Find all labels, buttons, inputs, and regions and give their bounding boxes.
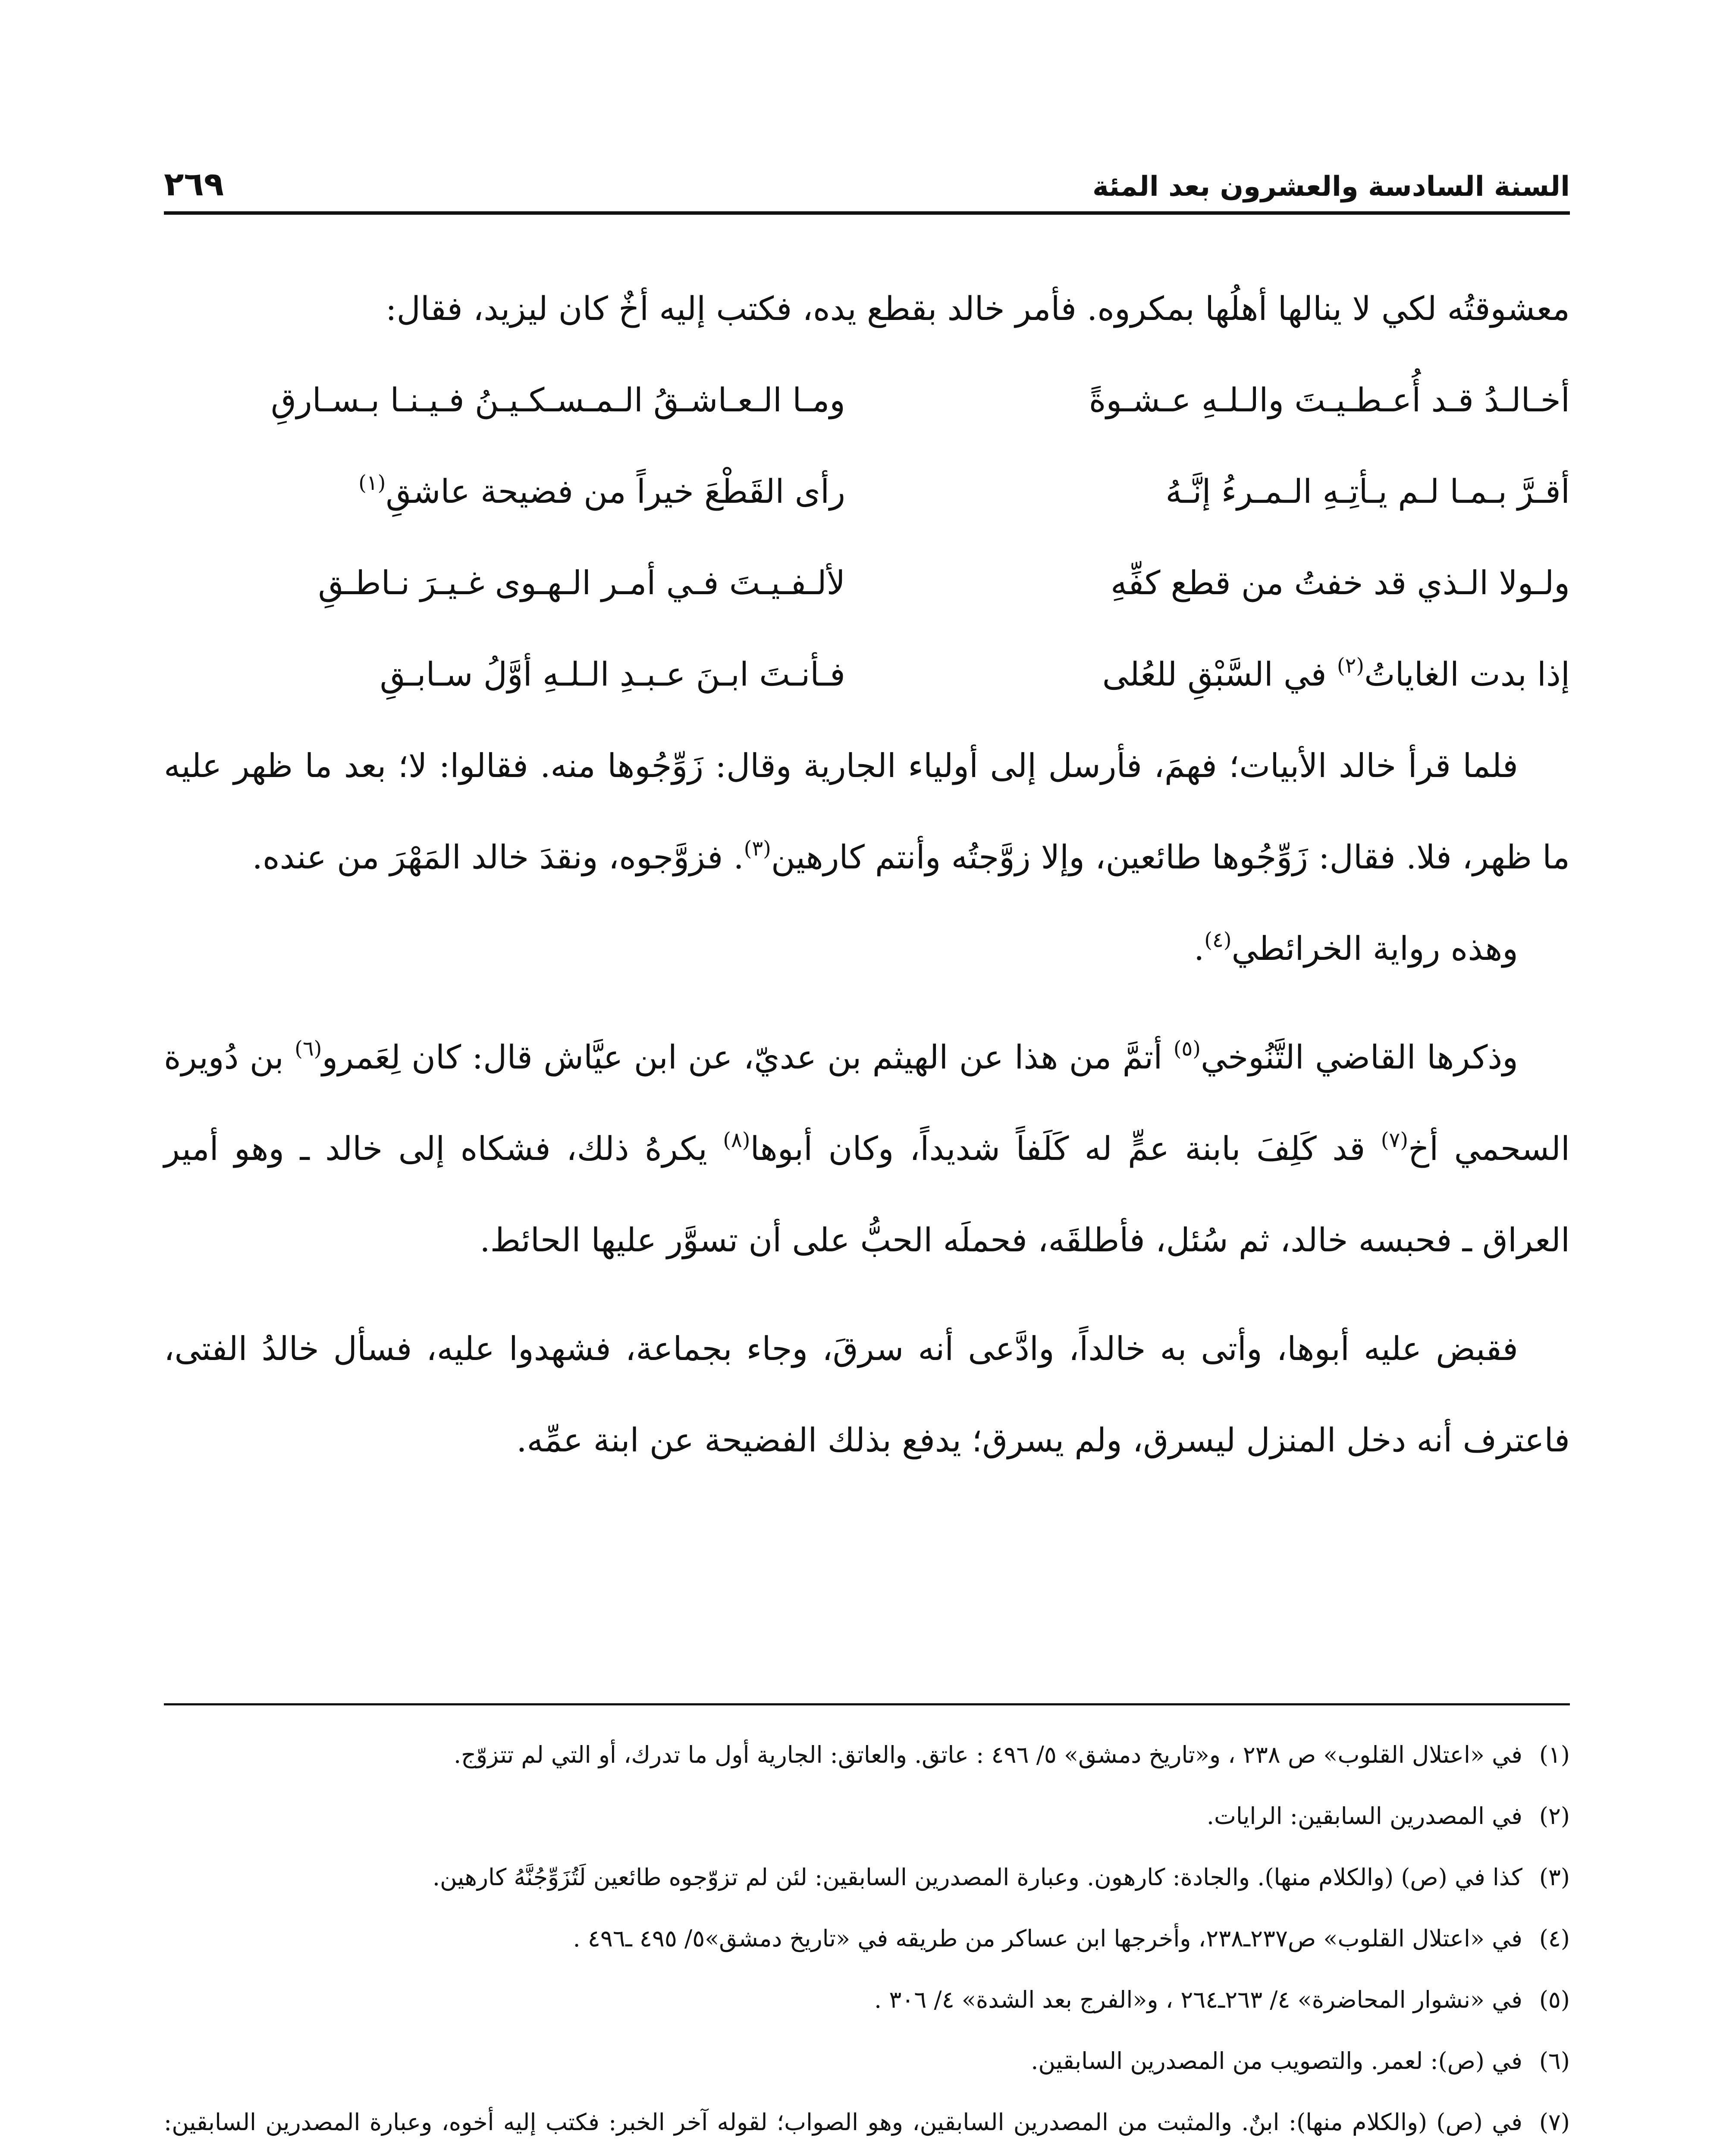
footnote-number: (٣) <box>1539 1864 1570 1891</box>
footnote-ref-8: (٨) <box>723 1128 750 1152</box>
footnote-text: في «اعتلال القلوب» ص ٢٣٨ ، و«تاريخ دمشق» ٥/ ٤٩٦ : عاتق. والعاتق: الجارية أول ما تدرك، أو التي لم تتزوّج. <box>453 1741 1522 1768</box>
poem-line-3-second-hemistich: لألـفـيـتَ فـي أمـر الـهـوى غـيـرَ نـاطـقِ <box>318 564 845 602</box>
paragraph-4-text-a: وذكرها القاضي التَّنُوخي <box>1200 1038 1518 1076</box>
poem-line-3-first-hemistich: ولـولا الـذي قد خفتُ من قطع كفِّهِ <box>1111 564 1570 602</box>
paragraph-1: معشوقتُه لكي لا ينالها أهلُها بمكروه. فأمر خالد بقطع يده، فكتب إليه أخٌ كان ليزيد، فقال: <box>385 289 1570 328</box>
footnote-text: في (ص): لعمر. والتصويب من المصدرين السابقين. <box>1031 2047 1522 2075</box>
footnotes <box>164 1729 1570 2156</box>
running-title: السنة السادسة والعشرون بعد المئة <box>1092 171 1570 203</box>
footnote-text: في المصدرين السابقين: الرايات. <box>1206 1802 1522 1830</box>
poem-line-1-first-hemistich: أخـالـدُ قـد أُعـطـيـتَ والـلـهِ عـشـوةً <box>1089 381 1570 419</box>
footnote-ref-1: (١) <box>358 471 386 495</box>
page-header <box>164 144 1570 201</box>
footnote-number: (٥) <box>1539 1986 1570 2013</box>
paragraph-2 <box>164 720 1570 903</box>
footnote-number: (٢) <box>1539 1802 1570 1830</box>
page-number: ٢٦٩ <box>164 165 224 203</box>
book-page <box>164 0 1570 2156</box>
header-rule <box>164 211 1570 215</box>
poem <box>164 354 1570 720</box>
poem-line-2-second-hemistich <box>164 446 845 537</box>
paragraph-2-text-a: فلما قرأ خالد الأبيات؛ فهمَ، فأرسل إلى أولياء الجارية وقال: زَوِّجُوها منه. فقالوا: لا؛ بعد ما ظهر عليه ما ظهر، فلا. فقال: زَوِّجُوها طائعين، وإلا زوَّجتُه وأنتم كارهين <box>164 746 1570 876</box>
poem-line-2 <box>164 446 1570 537</box>
poem-line-1 <box>164 354 1570 446</box>
footnote-text: في (ص) (والكلام منها): ابنٌ. والمثبت من المصدرين السابقين، وهو الصواب؛ لقوله آخر الخبر: فكتب إليه أخوه، وعبارة المصدرين السابقين: <box>164 2109 1522 2136</box>
paragraph-3-text-a: وهذه رواية الخرائطي <box>1231 929 1518 968</box>
poem-line-4-first-pre: إذا بدت الغاياتُ <box>1364 655 1570 693</box>
footnote-text: كذا في (ص) (والكلام منها). والجادة: كارهون. وعبارة المصدرين السابقين: لئن لم تزوّجوه طائعين لَتُزَوِّجُنَّهُ كارهين. <box>432 1864 1522 1891</box>
poem-line-4-first-hemistich <box>888 629 1570 720</box>
poem-line-2-first-hemistich: أقـرَّ بـمـا لـم يـأتِـهِ الـمـرءُ إنَّـهُ <box>1165 472 1570 511</box>
footnote-ref-2: (٢) <box>1337 654 1365 678</box>
paragraph-2-text-b: . فزوَّجوه، ونقدَ خالد المَهْرَ من عنده. <box>252 838 744 876</box>
paragraph-4 <box>164 1012 1570 1286</box>
footnote-text: في «نشوار المحاضرة» ٤/ ٢٦٣ـ٢٦٤ ، و«الفرج بعد الشدة» ٤/ ٣٠٦ . <box>874 1986 1522 2013</box>
footnote-number: (٤) <box>1539 1925 1570 1952</box>
poem-line-3 <box>164 537 1570 629</box>
poem-line-1-second-hemistich: ومـا الـعـاشـقُ الـمـسـكـيـنُ فـيـنـا بـسـارقِ <box>271 381 845 419</box>
footnote-1 <box>164 1729 1570 1781</box>
poem-line-4 <box>164 629 1570 720</box>
footnote-7 <box>164 2096 1570 2156</box>
paragraph-3 <box>164 903 1570 994</box>
footnote-3 <box>164 1852 1570 1903</box>
paragraph-4-text-d: قد كَلِفَ بابنة عمٍّ له كَلَفاً شديداً، وكان أبوها <box>750 1129 1381 1168</box>
main-text <box>164 263 1570 1486</box>
paragraph-4-text-b: أتمَّ من هذا عن الهيثم بن عديّ، عن ابن عيَّاش قال: كان لِعَمرو <box>322 1038 1174 1076</box>
poem-line-4-second-hemistich: فـأنـتَ ابـنَ عـبـدِ الـلـهِ أوَّلُ سـابـقِ <box>380 655 845 693</box>
footnote-2 <box>164 1790 1570 1842</box>
footnote-ref-7: (٧) <box>1381 1128 1409 1152</box>
footnote-number: (٦) <box>1539 2047 1570 2075</box>
paragraph-4-text-c: بن دُويرة السحمي أخ <box>164 1038 1570 1168</box>
footnote-ref-5: (٥) <box>1173 1037 1201 1061</box>
paragraph-3-text-b: . <box>1194 929 1205 968</box>
footnote-separator <box>164 1703 1570 1705</box>
footnote-ref-4: (٤) <box>1204 928 1232 952</box>
footnote-5 <box>164 1974 1570 2026</box>
footnote-number: (٧) <box>1539 2109 1570 2136</box>
paragraph-5: فقبض عليه أبوها، وأتى به خالداً، وادَّعى أنه سرقَ، وجاء بجماعة، فشهدوا عليه، فسأل خالدُ الفتى، فاعترف أنه دخل المنزل ليسرق، ولم يسرق؛ يدفع بذلك الفضيحة عن ابنة عمِّه. <box>164 1329 1570 1459</box>
footnote-4 <box>164 1913 1570 1965</box>
footnote-text: في «اعتلال القلوب» ص٢٣٧ـ٢٣٨، وأخرجها ابن عساكر من طريقه في «تاريخ دمشق»٥/ ٤٩٥ ـ٤٩٦ . <box>573 1925 1522 1952</box>
poem-line-2-second-text: رأى القَطْعَ خيراً من فضيحة عاشقِ <box>386 472 845 511</box>
poem-line-4-first-post: في السَّبْقِ للعُلى <box>1102 655 1337 693</box>
footnote-ref-6: (٦) <box>295 1037 322 1061</box>
footnote-number: (١) <box>1539 1741 1570 1768</box>
paragraph-4-text-e: يكرهُ ذلك، فشكاه إلى خالد ـ وهو أمير العراق ـ فحبسه خالد، ثم سُئل، فأطلقَه، فحملَه الحبُّ على أن تسوَّر عليها الحائط. <box>164 1129 1570 1259</box>
footnote-ref-3: (٣) <box>744 837 771 861</box>
footnote-6 <box>164 2035 1570 2087</box>
